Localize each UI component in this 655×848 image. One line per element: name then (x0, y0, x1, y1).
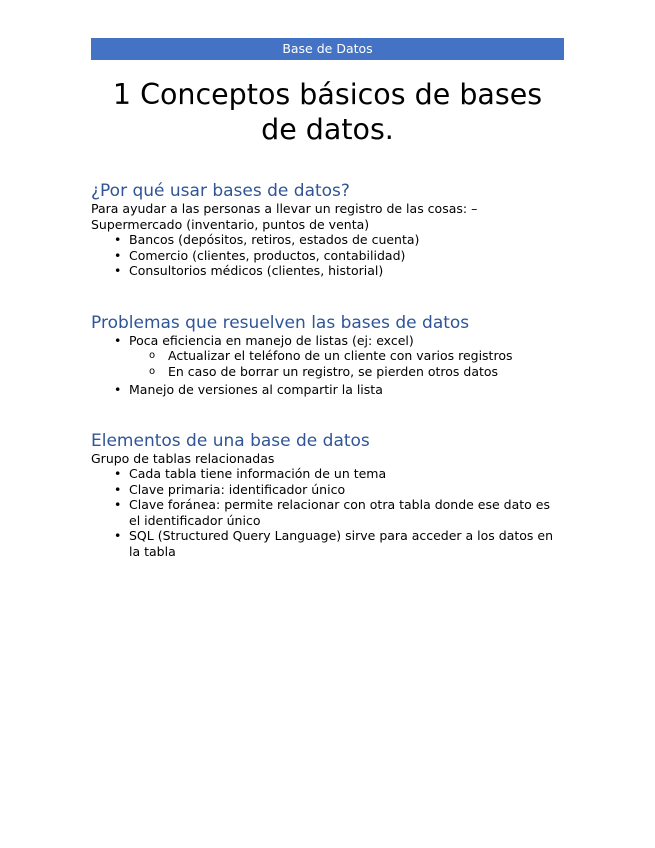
list-item: • Clave primaria: identificador único (91, 482, 564, 498)
bullet-list (91, 333, 564, 398)
sub-list-item: o En caso de borrar un registro, se pierden otros datos (91, 364, 564, 380)
list-item: • Cada tabla tiene información de un tema (91, 466, 564, 482)
sub-list-item: o Actualizar el teléfono de un cliente con varios registros (91, 348, 564, 364)
list-item-text: Poca eficiencia en manejo de listas (ej: excel) (129, 332, 414, 348)
list-item: • SQL (Structured Query Language) sirve para acceder a los datos en la tabla (91, 528, 564, 559)
section-heading: ¿Por qué usar bases de datos? (91, 181, 350, 201)
list-item: • Manejo de versiones al compartir la lista (91, 382, 564, 398)
list-item: • Comercio (clientes, productos, contabilidad) (91, 248, 564, 264)
bullet-list (91, 232, 564, 279)
section-heading: Elementos de una base de datos (91, 430, 370, 451)
section-intro: Para ayudar a las personas a llevar un registro de las cosas: – Supermercado (inventario, puntos de venta) (91, 201, 478, 232)
document-page (91, 38, 564, 559)
section-problems (91, 313, 564, 398)
list-item: • Consultorios médicos (clientes, historial) (91, 263, 564, 279)
list-item (91, 333, 564, 380)
section-why-databases (91, 181, 564, 279)
section-elements (91, 431, 564, 560)
header-band-label: Base de Datos (282, 41, 373, 56)
section-heading: Problemas que resuelven las bases de datos (91, 312, 470, 333)
header-band (91, 38, 564, 60)
list-item: • Bancos (depósitos, retiros, estados de cuenta) (91, 232, 564, 248)
sub-bullet-list (91, 348, 564, 379)
section-intro: Grupo de tablas relacionadas (91, 450, 275, 466)
list-item: • Clave foránea: permite relacionar con otra tabla donde ese dato es el identificador único (91, 497, 564, 528)
bullet-list (91, 466, 564, 559)
page-title: 1 Conceptos básicos de bases de datos. (112, 78, 543, 146)
